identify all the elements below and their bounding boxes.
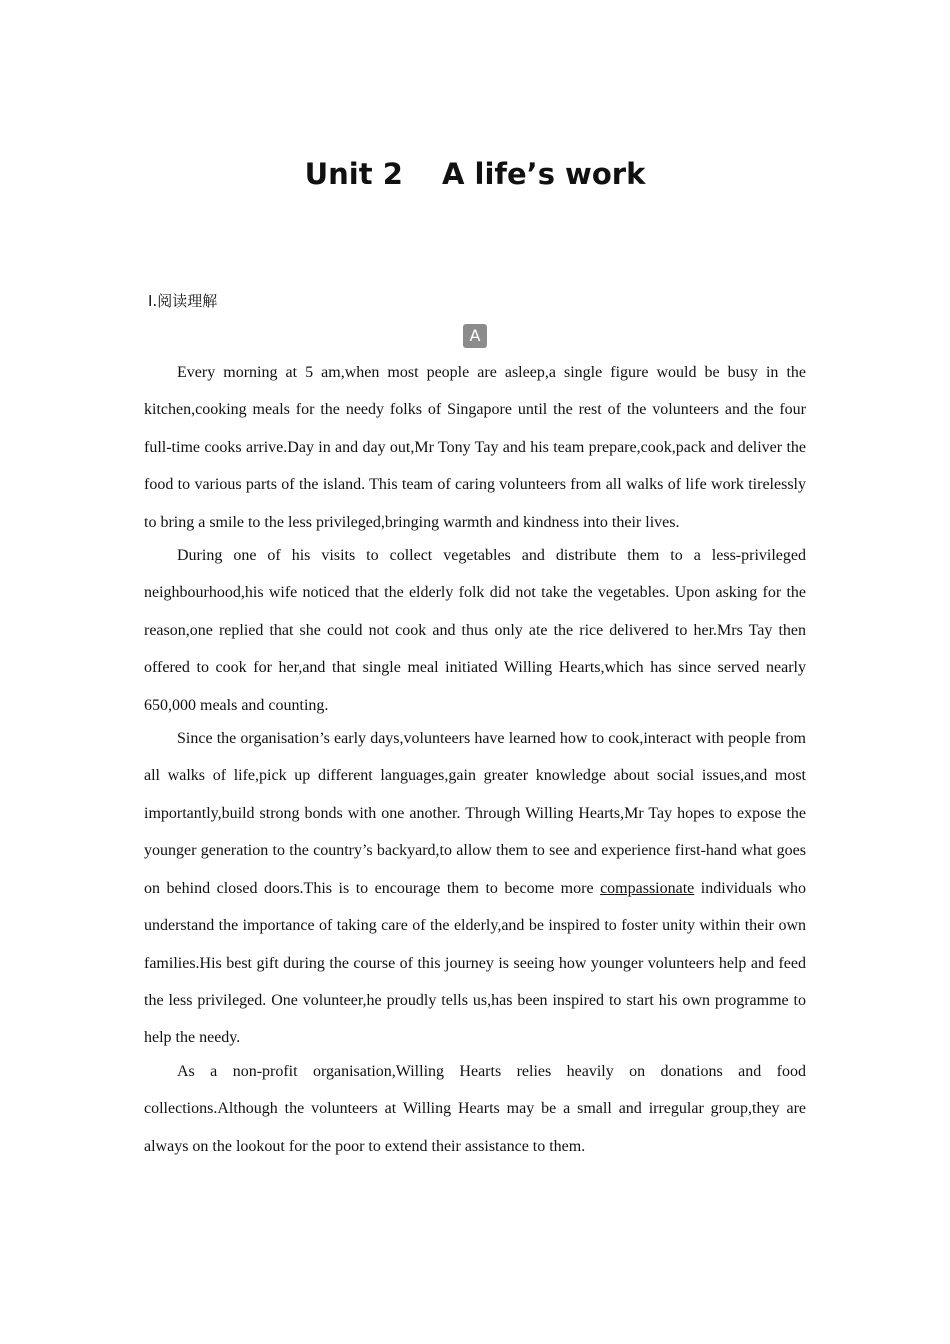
paragraph-1 [144, 354, 806, 541]
paragraph-text: During one of his visits to collect vegetables and distribute them to a less-privileged neighbourhood,his wife noticed that the elderly folk did not take the vegetables. Upon asking for the reason,one replied that she could not cook and thus only ate the rice delivered to her.Mrs Tay then offered to cook for her,and that single meal initiated Willing Hearts,which has since served nearly 650,000 meals and counting. [144, 547, 806, 714]
paragraph-3 [144, 720, 806, 1057]
page-title: Unit 2 A life’s work [304, 157, 646, 191]
paragraph-text: Every morning at 5 am,when most people are asleep,a single figure would be busy in the kitchen,cooking meals for the needy folks of Singapore until the rest of the volunteers and the four full-time cooks arrive.Day in and day out,Mr Tony Tay and his team prepare,cook,pack and deliver the food to various parts of the island. This team of caring volunteers from all walks of life work tirelessly to bring a smile to the less privileged,bringing warmth and kindness into their lives. [144, 364, 806, 531]
paragraph-text: Since the organisation’s early days,volunteers have learned how to cook,interact with people from all walks of life,pick up different languages,gain greater knowledge about social issues,and most importantly,build strong bonds with one another. Through Willing Hearts,Mr Tay hopes to expose the younger generation to the country’s backyard,to allow them to see and experience first-hand what goes on behind closed doors.This is to encourage them to become more [144, 730, 806, 897]
underlined-word: compassionate [600, 879, 695, 897]
paragraph-text: individuals who understand the importance of taking care of the elderly,and be inspired to foster unity within their own families.His best gift during the course of this journey is seeing how younger volunteers help and feed the less privileged. One volunteer,he proudly tells us,has been inspired to start his own programme to help the needy. [144, 879, 806, 1047]
section-heading: Ⅰ.阅读理解 [148, 292, 218, 310]
paragraph-4 [144, 1053, 806, 1165]
passage-label-badge: A [463, 324, 487, 348]
passage-body [144, 354, 806, 1162]
paragraph-2 [144, 537, 806, 724]
paragraph-text: As a non-profit organisation,Willing Hearts relies heavily on donations and food collections.Although the volunteers at Willing Hearts may be a small and irregular group,they are always on the lookout for the poor to extend their assistance to them. [144, 1062, 806, 1155]
